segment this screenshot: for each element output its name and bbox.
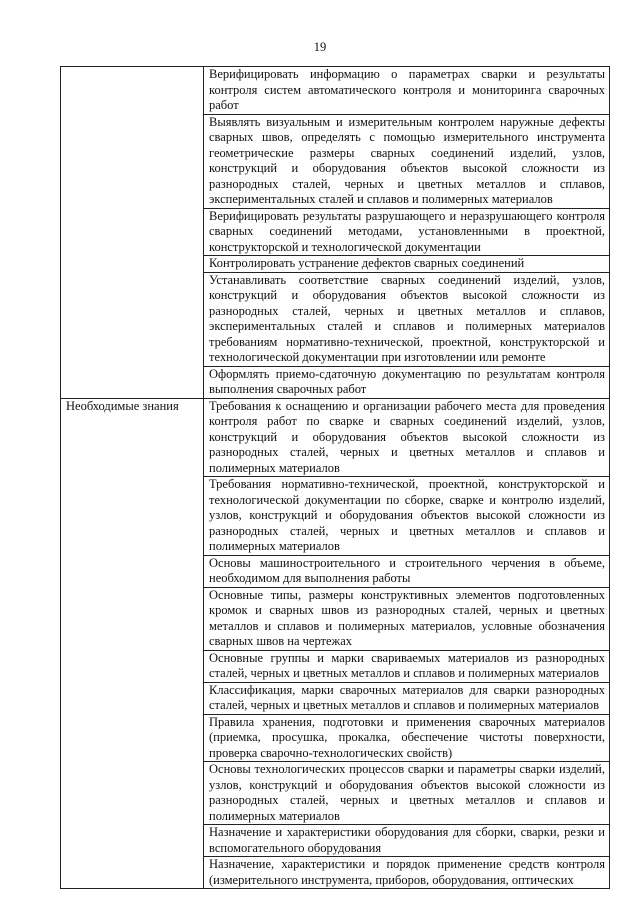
knowledge-item: Классификация, марки сварочных материалов для сварки разнородных сталей, черных и цветных металлов и сплавов и полимерных материалов bbox=[204, 682, 610, 714]
knowledge-label-cell bbox=[61, 398, 204, 889]
skill-item: Устанавливать соответствие сварных соединений изделий, узлов, конструкций и оборудования объектов высокой сложности из разнородных сталей, черных и цветных металлов и сплавов, экспериментальных сталей и сплавов и полимерных материалов требованиям нормативно-технической, проектной, конструкторской и технологической документации при изготовлении или ремонте bbox=[204, 272, 610, 366]
knowledge-item: Требования к оснащению и организации рабочего места для проведения контроля работ по сварке и сварных соединений изделий, узлов, конструкций и оборудования объектов высокой сложности из разнородных сталей, черных и цветных металлов и сплавов и полимерных материалов bbox=[204, 398, 610, 477]
knowledge-item: Основы технологических процессов сварки и параметры сварки изделий, узлов, конструкций и оборудования объектов высокой сложности из разнородных сталей, черных и цветных металлов и сплавов и полимерных материалов bbox=[204, 762, 610, 825]
table-row bbox=[61, 398, 610, 477]
competency-table bbox=[60, 66, 610, 889]
knowledge-item: Основные типы, размеры конструктивных элементов подготовленных кромок и сварных швов из разнородных сталей, черных и цветных металлов и сплавов и полимерных материалов, условные обозначения сварных швов на чертежах bbox=[204, 587, 610, 650]
skills-label-cell bbox=[61, 67, 204, 399]
knowledge-item: Назначение, характеристики и порядок применение средств контроля (измерительного инструмента, приборов, оборудования, оптических bbox=[204, 857, 610, 889]
knowledge-item: Основы машиностроительного и строительного черчения в объеме, необходимом для выполнения работы bbox=[204, 555, 610, 587]
knowledge-item: Назначение и характеристики оборудования для сборки, сварки, резки и вспомогательного оборудования bbox=[204, 825, 610, 857]
knowledge-item: Требования нормативно-технической, проектной, конструкторской и технологической документации по сборке, сварке и контролю изделий, узлов, конструкций и оборудования объектов высокой сложности из разнородных сталей, черных и цветных металлов и сплавов и полимерных материалов bbox=[204, 477, 610, 556]
table-row bbox=[61, 67, 610, 115]
knowledge-item: Основные группы и марки свариваемых материалов из разнородных сталей, черных и цветных металлов и сплавов и полимерных материалов bbox=[204, 650, 610, 682]
knowledge-label: Необходимые знания bbox=[66, 398, 179, 413]
skill-item: Верифицировать информацию о параметрах сварки и результаты контроля систем автоматического контроля и мониторинга сварочных работ bbox=[204, 67, 610, 115]
skill-item: Контролировать устранение дефектов сварных соединений bbox=[204, 256, 610, 273]
knowledge-item: Правила хранения, подготовки и применения сварочных материалов (приемка, просушка, прокалка, обеспечение чистоты поверхности, проверка сварочно-технологических свойств) bbox=[204, 714, 610, 762]
skill-item: Верифицировать результаты разрушающего и неразрушающего контроля сварных соединений методами, установленными в проектной, конструкторской и технологической документации bbox=[204, 208, 610, 256]
skill-item: Выявлять визуальным и измерительным контролем наружные дефекты сварных швов, определять с помощью измерительного инструмента геометрические размеры сварных соединений изделий, узлов, конструкций и оборудования объектов высокой сложности из разнородных сталей, черных и цветных металлов и сплавов, экспериментальных сталей и сплавов и полимерных материалов bbox=[204, 114, 610, 208]
skill-item: Оформлять приемо-сдаточную документацию по результатам контроля выполнения сварочных работ bbox=[204, 366, 610, 398]
page-number: 19 bbox=[313, 40, 327, 54]
